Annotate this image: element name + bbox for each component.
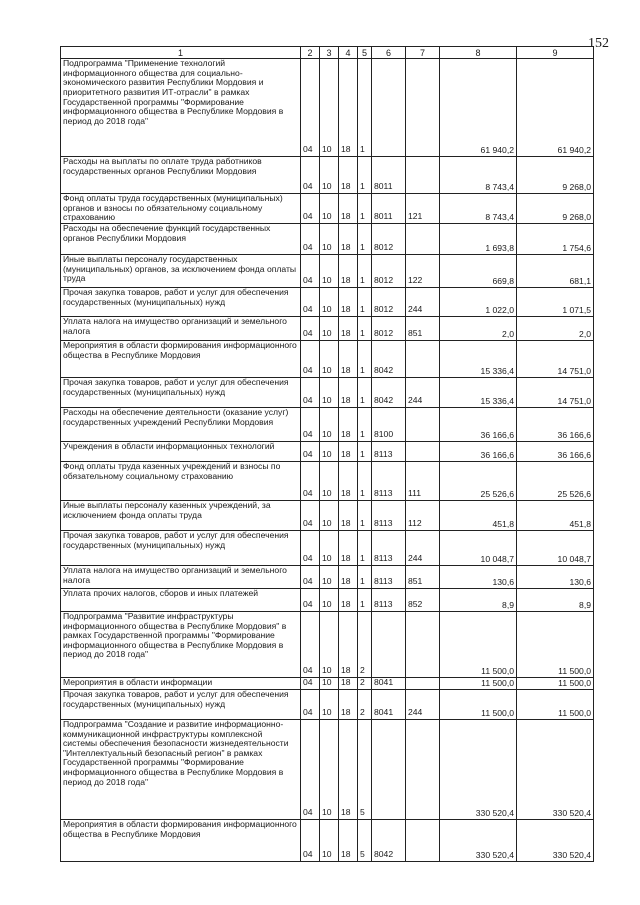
- description-cell: Подпрограмма "Развитие инфраструктуры информационного общества в Республике Мордовия" в рамках Государственной программы "Формирование информационного общества в Республике Мордовия в период до 2018 года": [61, 611, 301, 677]
- expense-type-code-cell: 122: [406, 254, 440, 287]
- program-code-cell: 18: [339, 194, 358, 224]
- table-row: [61, 59, 594, 157]
- description-cell: Прочая закупка товаров, работ и услуг для обеспечения государственных (муниципальных) нужд: [61, 530, 301, 565]
- subsection-code-cell: 10: [320, 530, 339, 565]
- expense-type-code-cell: 244: [406, 287, 440, 316]
- expense-type-code-cell: 244: [406, 377, 440, 407]
- amount-col9-cell: 330 520,4: [517, 719, 594, 819]
- amount-col9-cell: 11 500,0: [517, 677, 594, 689]
- amount-col8-cell: 61 940,2: [440, 59, 517, 157]
- subprogram-code-cell: 1: [358, 441, 372, 461]
- amount-col8-cell: 130,6: [440, 565, 517, 588]
- expense-type-code-cell: 111: [406, 461, 440, 500]
- program-code-cell: 18: [339, 677, 358, 689]
- subprogram-code-cell: 1: [358, 223, 372, 254]
- table-row: [61, 287, 594, 316]
- description-cell: Мероприятия в области формирования информационного общества в Республике Мордовия: [61, 819, 301, 861]
- expense-type-code-cell: 121: [406, 194, 440, 224]
- program-code-cell: 18: [339, 530, 358, 565]
- section-code-cell: 04: [301, 157, 320, 194]
- program-code-cell: 18: [339, 611, 358, 677]
- amount-col8-cell: 1 022,0: [440, 287, 517, 316]
- amount-col8-cell: 15 336,4: [440, 340, 517, 377]
- amount-col8-cell: 451,8: [440, 500, 517, 530]
- description-cell: Прочая закупка товаров, работ и услуг для обеспечения государственных (муниципальных) нужд: [61, 287, 301, 316]
- expense-type-code-cell: 852: [406, 588, 440, 611]
- description-cell: Уплата прочих налогов, сборов и иных платежей: [61, 588, 301, 611]
- subsection-code-cell: 10: [320, 689, 339, 719]
- subprogram-code-cell: 1: [358, 316, 372, 340]
- item-code-cell: 8041: [372, 677, 406, 689]
- subsection-code-cell: 10: [320, 461, 339, 500]
- description-cell: Иные выплаты персоналу казенных учреждений, за исключением фонда оплаты труда: [61, 500, 301, 530]
- item-code-cell: 8012: [372, 287, 406, 316]
- subsection-code-cell: 10: [320, 407, 339, 441]
- amount-col8-cell: 36 166,6: [440, 407, 517, 441]
- program-code-cell: 18: [339, 287, 358, 316]
- subprogram-code-cell: 1: [358, 461, 372, 500]
- section-code-cell: 04: [301, 611, 320, 677]
- subsection-code-cell: 10: [320, 677, 339, 689]
- expense-type-code-cell: 244: [406, 530, 440, 565]
- table-row: [61, 565, 594, 588]
- program-code-cell: 18: [339, 377, 358, 407]
- amount-col8-cell: 11 500,0: [440, 689, 517, 719]
- subsection-code-cell: 10: [320, 340, 339, 377]
- subprogram-code-cell: 1: [358, 565, 372, 588]
- section-code-cell: 04: [301, 500, 320, 530]
- item-code-cell: 8042: [372, 819, 406, 861]
- table-row: [61, 377, 594, 407]
- expense-type-code-cell: [406, 59, 440, 157]
- subsection-code-cell: 10: [320, 611, 339, 677]
- amount-col8-cell: 11 500,0: [440, 677, 517, 689]
- table-row: [61, 194, 594, 224]
- amount-col9-cell: 451,8: [517, 500, 594, 530]
- subprogram-code-cell: 2: [358, 689, 372, 719]
- program-code-cell: 18: [339, 340, 358, 377]
- amount-col9-cell: 11 500,0: [517, 689, 594, 719]
- expense-type-code-cell: [406, 719, 440, 819]
- program-code-cell: 18: [339, 254, 358, 287]
- subprogram-code-cell: 1: [358, 530, 372, 565]
- section-code-cell: 04: [301, 677, 320, 689]
- expense-type-code-cell: 112: [406, 500, 440, 530]
- table-row: [61, 689, 594, 719]
- description-cell: Расходы на обеспечение деятельности (оказание услуг) государственных учреждений Республики Мордовия: [61, 407, 301, 441]
- subprogram-code-cell: 1: [358, 377, 372, 407]
- amount-col9-cell: 36 166,6: [517, 407, 594, 441]
- program-code-cell: 18: [339, 500, 358, 530]
- description-cell: Учреждения в области информационных технологий: [61, 441, 301, 461]
- section-code-cell: 04: [301, 223, 320, 254]
- expense-type-code-cell: 851: [406, 565, 440, 588]
- amount-col9-cell: 14 751,0: [517, 377, 594, 407]
- column-number-header: 6: [372, 47, 406, 59]
- table-row: [61, 316, 594, 340]
- amount-col8-cell: 8 743,4: [440, 157, 517, 194]
- subprogram-code-cell: 1: [358, 157, 372, 194]
- subprogram-code-cell: 1: [358, 254, 372, 287]
- column-number-header: 4: [339, 47, 358, 59]
- program-code-cell: 18: [339, 719, 358, 819]
- table-row: [61, 719, 594, 819]
- item-code-cell: 8113: [372, 530, 406, 565]
- subsection-code-cell: 10: [320, 441, 339, 461]
- subsection-code-cell: 10: [320, 157, 339, 194]
- description-cell: Мероприятия в области формирования информационного общества в Республике Мордовия: [61, 340, 301, 377]
- amount-col8-cell: 330 520,4: [440, 719, 517, 819]
- expense-type-code-cell: 851: [406, 316, 440, 340]
- item-code-cell: 8113: [372, 500, 406, 530]
- description-cell: Фонд оплаты труда казенных учреждений и взносы по обязательному социальному страхованию: [61, 461, 301, 500]
- amount-col9-cell: 1 754,6: [517, 223, 594, 254]
- amount-col9-cell: 9 268,0: [517, 194, 594, 224]
- item-code-cell: 8012: [372, 223, 406, 254]
- description-cell: Расходы на выплаты по оплате труда работников государственных органов Республики Мордовия: [61, 157, 301, 194]
- subsection-code-cell: 10: [320, 254, 339, 287]
- amount-col8-cell: 11 500,0: [440, 611, 517, 677]
- item-code-cell: 8012: [372, 254, 406, 287]
- item-code-cell: 8012: [372, 316, 406, 340]
- column-number-header: 7: [406, 47, 440, 59]
- program-code-cell: 18: [339, 565, 358, 588]
- amount-col9-cell: 1 071,5: [517, 287, 594, 316]
- section-code-cell: 04: [301, 377, 320, 407]
- section-code-cell: 04: [301, 588, 320, 611]
- expense-type-code-cell: 244: [406, 689, 440, 719]
- subprogram-code-cell: 1: [358, 588, 372, 611]
- description-cell: Подпрограмма "Создание и развитие информационно-коммуникационной инфраструктуры комплексной системы обеспечения безопасности жизнедеятельности "Интеллектуальный безопасный регион" в рамках Государственной программы "Формирование информационного общества в Республике Мордовия в период до 2018 года": [61, 719, 301, 819]
- expense-type-code-cell: [406, 223, 440, 254]
- table-row: [61, 254, 594, 287]
- section-code-cell: 04: [301, 316, 320, 340]
- program-code-cell: 18: [339, 223, 358, 254]
- subsection-code-cell: 10: [320, 719, 339, 819]
- table-row: [61, 530, 594, 565]
- section-code-cell: 04: [301, 59, 320, 157]
- amount-col9-cell: 681,1: [517, 254, 594, 287]
- amount-col9-cell: 25 526,6: [517, 461, 594, 500]
- section-code-cell: 04: [301, 407, 320, 441]
- amount-col9-cell: 61 940,2: [517, 59, 594, 157]
- subsection-code-cell: 10: [320, 819, 339, 861]
- subprogram-code-cell: 1: [358, 340, 372, 377]
- amount-col8-cell: 36 166,6: [440, 441, 517, 461]
- subprogram-code-cell: 2: [358, 611, 372, 677]
- amount-col8-cell: 330 520,4: [440, 819, 517, 861]
- subprogram-code-cell: 5: [358, 719, 372, 819]
- column-number-header: 1: [61, 47, 301, 59]
- subprogram-code-cell: 2: [358, 677, 372, 689]
- column-number-header: 5: [358, 47, 372, 59]
- item-code-cell: 8113: [372, 461, 406, 500]
- amount-col8-cell: 15 336,4: [440, 377, 517, 407]
- subprogram-code-cell: 5: [358, 819, 372, 861]
- column-number-header: 3: [320, 47, 339, 59]
- description-cell: Уплата налога на имущество организаций и земельного налога: [61, 565, 301, 588]
- amount-col8-cell: 2,0: [440, 316, 517, 340]
- section-code-cell: 04: [301, 461, 320, 500]
- section-code-cell: 04: [301, 441, 320, 461]
- item-code-cell: 8113: [372, 441, 406, 461]
- item-code-cell: [372, 719, 406, 819]
- table-row: [61, 441, 594, 461]
- section-code-cell: 04: [301, 340, 320, 377]
- subsection-code-cell: 10: [320, 565, 339, 588]
- program-code-cell: 18: [339, 689, 358, 719]
- column-number-row: [61, 47, 594, 59]
- subprogram-code-cell: 1: [358, 407, 372, 441]
- program-code-cell: 18: [339, 157, 358, 194]
- subsection-code-cell: 10: [320, 588, 339, 611]
- item-code-cell: [372, 59, 406, 157]
- subsection-code-cell: 10: [320, 194, 339, 224]
- table-row: [61, 500, 594, 530]
- expense-type-code-cell: [406, 611, 440, 677]
- expense-type-code-cell: [406, 407, 440, 441]
- amount-col9-cell: 8,9: [517, 588, 594, 611]
- amount-col9-cell: 130,6: [517, 565, 594, 588]
- description-cell: Фонд оплаты труда государственных (муниципальных) органов и взносы по обязательному социальному страхованию: [61, 194, 301, 224]
- amount-col9-cell: 9 268,0: [517, 157, 594, 194]
- expense-type-code-cell: [406, 340, 440, 377]
- amount-col8-cell: 1 693,8: [440, 223, 517, 254]
- program-code-cell: 18: [339, 407, 358, 441]
- subsection-code-cell: 10: [320, 223, 339, 254]
- program-code-cell: 18: [339, 588, 358, 611]
- description-cell: Иные выплаты персоналу государственных (муниципальных) органов, за исключением фонда оплаты труда: [61, 254, 301, 287]
- section-code-cell: 04: [301, 287, 320, 316]
- item-code-cell: 8011: [372, 194, 406, 224]
- table-row: [61, 157, 594, 194]
- subsection-code-cell: 10: [320, 316, 339, 340]
- section-code-cell: 04: [301, 194, 320, 224]
- item-code-cell: 8042: [372, 340, 406, 377]
- amount-col9-cell: 14 751,0: [517, 340, 594, 377]
- column-number-header: 9: [517, 47, 594, 59]
- description-cell: Прочая закупка товаров, работ и услуг для обеспечения государственных (муниципальных) нужд: [61, 377, 301, 407]
- amount-col8-cell: 10 048,7: [440, 530, 517, 565]
- item-code-cell: 8100: [372, 407, 406, 441]
- section-code-cell: 04: [301, 530, 320, 565]
- subprogram-code-cell: 1: [358, 59, 372, 157]
- amount-col9-cell: 10 048,7: [517, 530, 594, 565]
- program-code-cell: 18: [339, 461, 358, 500]
- amount-col8-cell: 8,9: [440, 588, 517, 611]
- subprogram-code-cell: 1: [358, 194, 372, 224]
- budget-table: [60, 46, 594, 862]
- column-number-header: 2: [301, 47, 320, 59]
- expense-type-code-cell: [406, 819, 440, 861]
- program-code-cell: 18: [339, 819, 358, 861]
- program-code-cell: 18: [339, 59, 358, 157]
- item-code-cell: 8041: [372, 689, 406, 719]
- amount-col8-cell: 669,8: [440, 254, 517, 287]
- expense-type-code-cell: [406, 677, 440, 689]
- table-row: [61, 611, 594, 677]
- page-number: 152: [588, 36, 609, 51]
- table-row: [61, 677, 594, 689]
- description-cell: Мероприятия в области информации: [61, 677, 301, 689]
- section-code-cell: 04: [301, 565, 320, 588]
- description-cell: Уплата налога на имущество организаций и земельного налога: [61, 316, 301, 340]
- column-number-header: 8: [440, 47, 517, 59]
- description-cell: Расходы на обеспечение функций государственных органов Республики Мордовия: [61, 223, 301, 254]
- item-code-cell: 8113: [372, 588, 406, 611]
- expense-type-code-cell: [406, 441, 440, 461]
- section-code-cell: 04: [301, 689, 320, 719]
- amount-col9-cell: 330 520,4: [517, 819, 594, 861]
- item-code-cell: [372, 611, 406, 677]
- section-code-cell: 04: [301, 719, 320, 819]
- program-code-cell: 18: [339, 441, 358, 461]
- amount-col8-cell: 25 526,6: [440, 461, 517, 500]
- description-cell: Подпрограмма "Применение технологий информационного общества для социально-экономического развития Республики Мордовия и приоритетного развития ИТ-отрасли" в рамках Государственной программы "Формирование информационного общества в Республике Мордовия в период до 2018 года": [61, 59, 301, 157]
- amount-col9-cell: 36 166,6: [517, 441, 594, 461]
- table-row: [61, 588, 594, 611]
- program-code-cell: 18: [339, 316, 358, 340]
- subsection-code-cell: 10: [320, 500, 339, 530]
- expense-type-code-cell: [406, 157, 440, 194]
- section-code-cell: 04: [301, 819, 320, 861]
- subsection-code-cell: 10: [320, 377, 339, 407]
- description-cell: Прочая закупка товаров, работ и услуг для обеспечения государственных (муниципальных) нужд: [61, 689, 301, 719]
- amount-col8-cell: 8 743,4: [440, 194, 517, 224]
- table-row: [61, 819, 594, 861]
- table-row: [61, 407, 594, 441]
- item-code-cell: 8042: [372, 377, 406, 407]
- section-code-cell: 04: [301, 254, 320, 287]
- subsection-code-cell: 10: [320, 287, 339, 316]
- table-row: [61, 340, 594, 377]
- table-row: [61, 223, 594, 254]
- subprogram-code-cell: 1: [358, 500, 372, 530]
- table-row: [61, 461, 594, 500]
- item-code-cell: 8113: [372, 565, 406, 588]
- amount-col9-cell: 2,0: [517, 316, 594, 340]
- amount-col9-cell: 11 500,0: [517, 611, 594, 677]
- subsection-code-cell: 10: [320, 59, 339, 157]
- subprogram-code-cell: 1: [358, 287, 372, 316]
- item-code-cell: 8011: [372, 157, 406, 194]
